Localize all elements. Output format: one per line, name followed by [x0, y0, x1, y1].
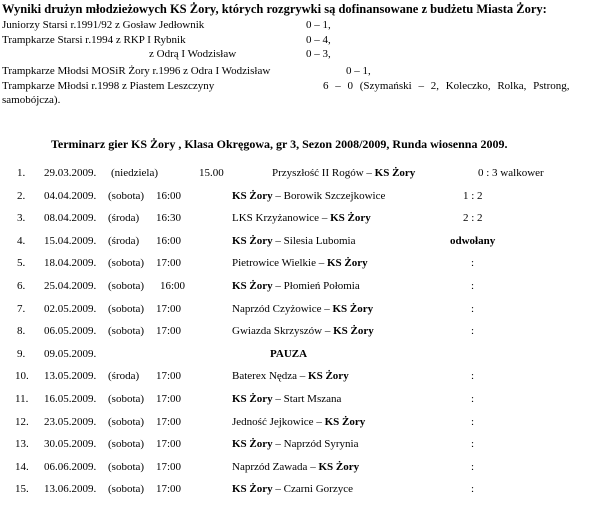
team-separator: – [307, 461, 319, 473]
away-team: Naprzód Syrynia [283, 438, 359, 450]
match-date: 13.05.2009. [44, 370, 97, 382]
match-date: 04.04.2009. [44, 190, 97, 202]
home-team: KS Żory [232, 438, 273, 450]
match-time: 17:00 [156, 483, 182, 495]
match-result: : [471, 438, 475, 450]
match-result: : [471, 483, 475, 495]
match-time: 17:00 [156, 257, 182, 269]
match-number: 13. [15, 438, 29, 450]
home-team: KS Żory [232, 190, 273, 202]
match-date: 02.05.2009. [44, 303, 97, 315]
home-team: Pietrowice Wielkie [232, 257, 316, 269]
match-teams [232, 212, 371, 225]
match-number: 4. [17, 235, 26, 247]
away-team: KS Żory [332, 303, 374, 315]
away-team: Borowik Szczejkowice [283, 190, 386, 202]
home-team: KS Żory [232, 393, 273, 405]
match-number: 2. [17, 190, 26, 202]
match-time: 17:00 [156, 438, 182, 450]
match-date: 18.04.2009. [44, 257, 97, 269]
match-number: 10. [15, 370, 29, 382]
away-team: Czarni Gorzyce [283, 483, 353, 495]
match-result: 0 : 3 walkower [478, 167, 544, 179]
match-number: 6. [17, 280, 26, 292]
match-day: (sobota) [108, 303, 145, 315]
team-separator: – [319, 212, 331, 224]
match-teams [232, 461, 359, 474]
match-teams [232, 257, 368, 270]
match-result: : [471, 393, 475, 405]
match-date: 15.04.2009. [44, 235, 97, 247]
match-result: : [471, 370, 475, 382]
match-date: 13.06.2009. [44, 483, 97, 495]
pause-label: PAUZA [270, 348, 308, 360]
team-separator: – [272, 438, 284, 450]
away-team: KS Żory [374, 167, 416, 179]
match-day: (sobota) [108, 416, 145, 428]
match-number: 14. [15, 461, 29, 473]
match-day: (sobota) [108, 483, 145, 495]
match-day: (sobota) [108, 393, 145, 405]
result-team: Trampkarze Młodsi MOSiR Żory r.1996 z Odra I Wodzisław [2, 65, 271, 77]
home-team: Naprzód Zawada [232, 461, 308, 473]
match-result: : [471, 280, 475, 292]
match-date: 06.05.2009. [44, 325, 97, 337]
match-time: 17:00 [156, 303, 182, 315]
team-separator: – [321, 303, 333, 315]
match-date: 16.05.2009. [44, 393, 97, 405]
home-team: Jedność Jejkowice [232, 416, 314, 428]
team-separator: – [297, 370, 309, 382]
team-separator: – [315, 257, 327, 269]
match-date: 30.05.2009. [44, 438, 97, 450]
result-score: 6 – 0 (Szymański – 2, Koleczko, Rolka, Pstrong, [323, 80, 570, 92]
home-team: Gwiazda Skrzyszów [232, 325, 323, 337]
match-result: : [471, 303, 475, 315]
team-separator: – [322, 325, 334, 337]
home-team: LKS Krzyżanowice [232, 212, 320, 224]
match-day: (sobota) [108, 461, 145, 473]
match-result: 1 : 2 [463, 190, 483, 202]
match-time: 17:00 [156, 325, 182, 337]
match-time: 17:00 [156, 393, 182, 405]
match-day: (sobota) [108, 438, 145, 450]
match-day: (środa) [108, 235, 140, 247]
away-team: KS Żory [330, 212, 371, 224]
match-teams [232, 393, 341, 406]
match-time: 16:00 [156, 190, 182, 202]
match-number: 12. [15, 416, 29, 428]
match-day: (niedziela) [111, 167, 159, 179]
team-separator: – [272, 235, 284, 247]
home-team: Przyszłość II Rogów [272, 167, 364, 179]
match-date: 06.06.2009. [44, 461, 97, 473]
match-number: 7. [17, 303, 26, 315]
match-date: 08.04.2009. [44, 212, 97, 224]
match-number: 5. [17, 257, 26, 269]
match-teams [232, 280, 360, 293]
match-result: : [471, 461, 475, 473]
match-time: 16:00 [156, 235, 182, 247]
match-result: : [471, 257, 475, 269]
match-date: 25.04.2009. [44, 280, 97, 292]
result-score: 0 – 1, [346, 65, 371, 77]
match-teams [272, 167, 415, 180]
match-number: 15. [15, 483, 29, 495]
match-day: (sobota) [108, 325, 145, 337]
match-teams [232, 483, 353, 496]
schedule-title: Terminarz gier KS Żory , Klasa Okręgowa, gr 3, Sezon 2008/2009, Runda wiosenna 2009. [51, 137, 508, 151]
match-number: 1. [17, 167, 26, 179]
match-result: odwołany [450, 235, 496, 247]
results-heading: Wyniki drużyn młodzieżowych KS Żory, których rozgrywki są dofinansowane z budżetu Miasta Żory: [2, 2, 547, 16]
match-time: 17:00 [156, 416, 182, 428]
home-team: KS Żory [232, 483, 273, 495]
match-number: 11. [15, 393, 29, 405]
home-team: Naprzód Czyżowice [232, 303, 322, 315]
result-team: Juniorzy Starsi r.1991/92 z Gosław Jedłownik [2, 19, 205, 31]
match-teams [232, 235, 355, 248]
match-day: (sobota) [108, 257, 145, 269]
match-day: (sobota) [108, 190, 145, 202]
result-continuation: samobójcza). [2, 94, 61, 106]
match-time: 17:00 [156, 370, 182, 382]
match-teams [232, 416, 365, 429]
match-teams [232, 438, 359, 451]
match-time: 15.00 [199, 167, 224, 179]
match-day: (środa) [108, 370, 140, 382]
match-date: 23.05.2009. [44, 416, 97, 428]
result-score: 0 – 4, [306, 34, 331, 46]
home-team: Baterex Nędza [232, 370, 298, 382]
match-time: 16:30 [156, 212, 182, 224]
match-number: 9. [17, 348, 26, 360]
away-team: Silesia Lubomia [283, 235, 356, 247]
result-team: Trampkarze Starsi r.1994 z RKP I Rybnik [2, 34, 186, 46]
match-teams [232, 370, 349, 383]
result-team: z Odrą I Wodzisław [149, 48, 237, 60]
match-day: (środa) [108, 212, 140, 224]
team-separator: – [272, 483, 284, 495]
team-separator: – [272, 280, 284, 292]
team-separator: – [272, 190, 284, 202]
team-separator: – [272, 393, 284, 405]
away-team: KS Żory [333, 325, 374, 337]
match-result: : [471, 325, 475, 337]
match-date: 09.05.2009. [44, 348, 97, 360]
match-number: 8. [17, 325, 26, 337]
match-day: (sobota) [108, 280, 145, 292]
match-number: 3. [17, 212, 26, 224]
match-teams [232, 190, 385, 203]
match-result: 2 : 2 [463, 212, 483, 224]
result-team: Trampkarze Młodsi r.1998 z Piastem Leszczyny [2, 80, 215, 92]
result-score: 0 – 3, [306, 48, 331, 60]
home-team: KS Żory [232, 235, 273, 247]
away-team: KS Żory [308, 370, 349, 382]
away-team: KS Żory [318, 461, 360, 473]
match-result: : [471, 416, 475, 428]
away-team: Płomień Połomia [283, 280, 360, 292]
team-separator: – [363, 167, 375, 179]
result-score: 0 – 1, [306, 19, 331, 31]
match-date: 29.03.2009. [44, 167, 97, 179]
team-separator: – [313, 416, 325, 428]
match-time: 16:00 [160, 280, 186, 292]
home-team: KS Żory [232, 280, 273, 292]
away-team: KS Żory [324, 416, 366, 428]
away-team: KS Żory [326, 257, 368, 269]
match-teams [232, 303, 373, 316]
match-time: 17:00 [156, 461, 182, 473]
away-team: Start Mszana [283, 393, 342, 405]
match-teams [232, 325, 374, 338]
